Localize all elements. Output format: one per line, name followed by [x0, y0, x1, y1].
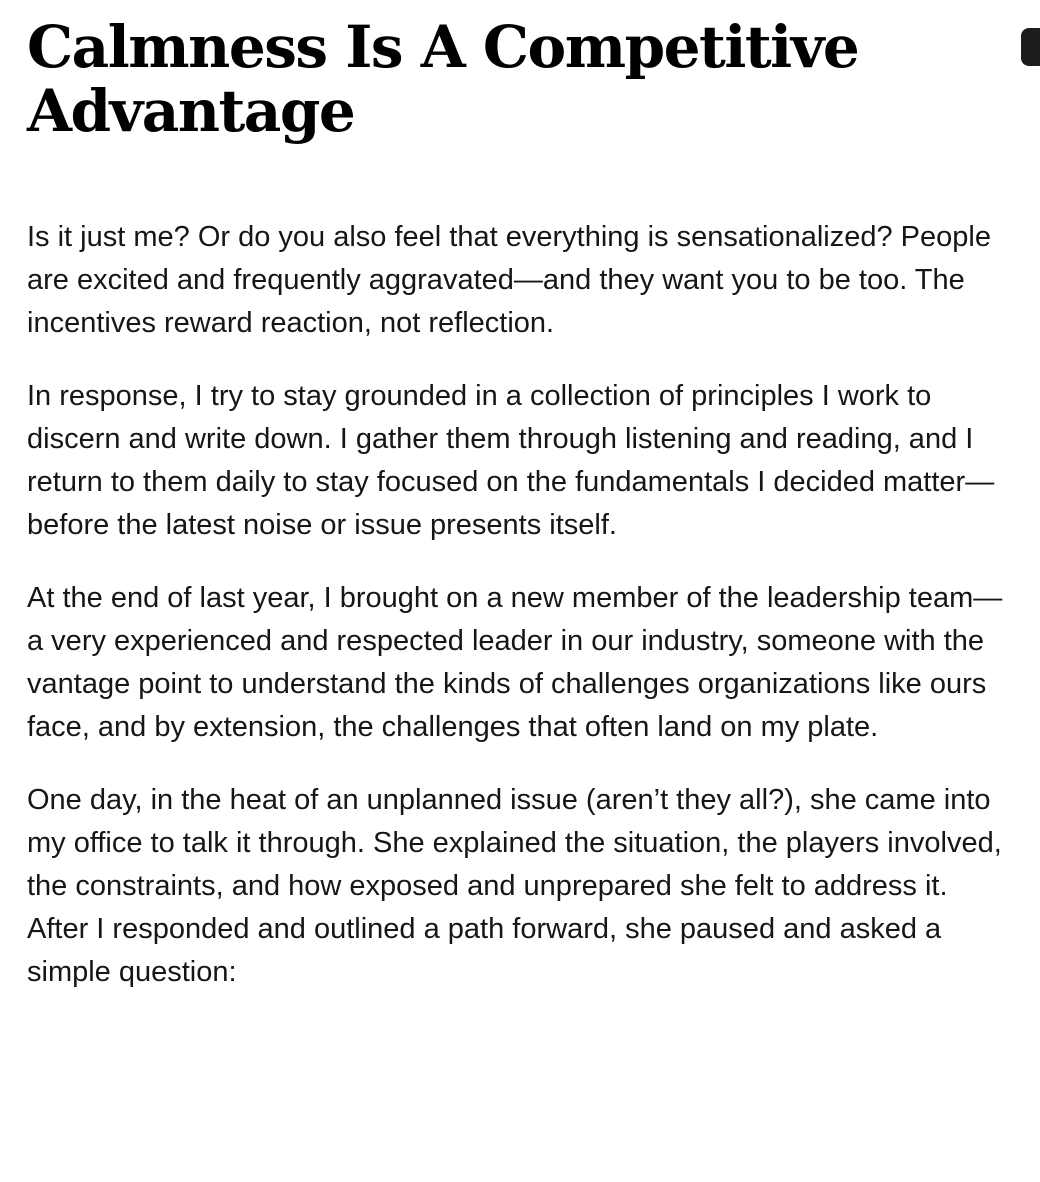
article-paragraph: At the end of last year, I brought on a new member of the leadership team—a very experienced and respected leader in our industry, someone with the vantage point to understand the kinds of challenges organizations like ours face, and by extension, the challenges that often land on my plate. — [27, 581, 1003, 743]
clipped-corner-widget[interactable] — [1021, 28, 1040, 66]
article-body — [27, 216, 1013, 994]
article-paragraph: One day, in the heat of an unplanned issue (aren’t they all?), she came into my office to talk it through. She explained the situation, the players involved, the constraints, and how exposed and unprepared she felt to address it. After I responded and outlined a path forward, she paused and asked a simple question: — [27, 783, 1002, 988]
article-paragraph: Is it just me? Or do you also feel that everything is sensationalized? People are excited and frequently aggravated—and they want you to be too. The incentives reward reaction, not reflection. — [27, 220, 991, 339]
article-paragraph: In response, I try to stay grounded in a collection of principles I work to discern and write down. I gather them through listening and reading, and I return to them daily to stay focused on the fundamentals I decided matter—before the latest noise or issue presents itself. — [27, 379, 995, 541]
article-title: Calmness Is A Competitive Advantage — [27, 13, 859, 145]
